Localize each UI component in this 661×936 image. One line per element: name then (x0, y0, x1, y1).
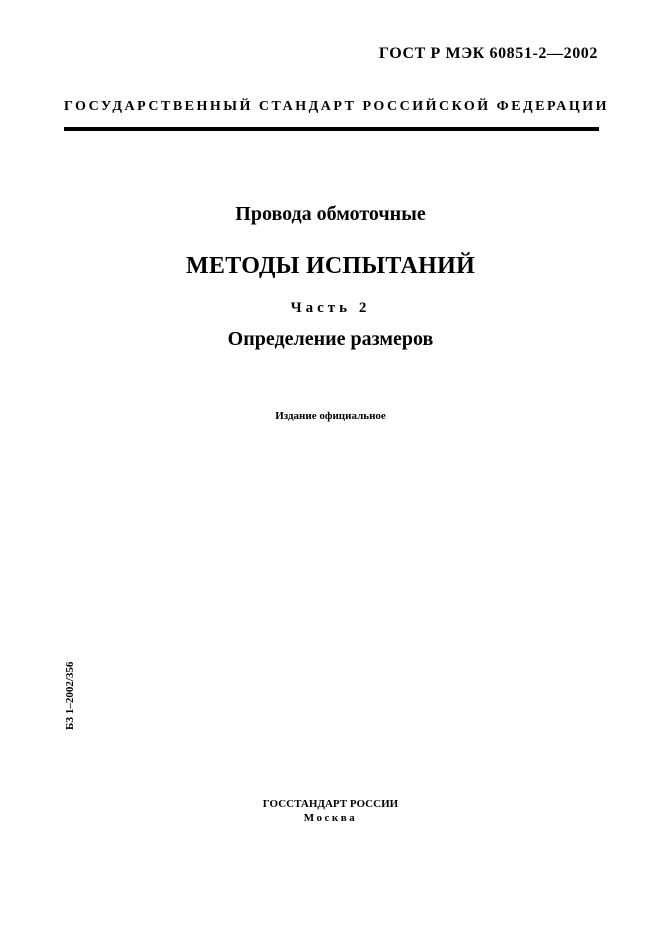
methods-title: МЕТОДЫ ИСПЫТАНИЙ (185, 253, 476, 279)
header-divider (64, 127, 599, 131)
document-title: Провода обмоточные (235, 203, 426, 225)
part-title: Определение размеров (227, 328, 434, 350)
edition-note: Издание официальное (275, 410, 386, 422)
state-standard-heading: ГОСУДАРСТВЕННЫЙ СТАНДАРТ РОССИЙСКОЙ ФЕДЕРАЦИИ (64, 99, 610, 114)
publisher-name: ГОССТАНДАРТ РОССИИ (262, 798, 399, 810)
part-label: Часть 2 (290, 300, 371, 316)
side-registration-code: БЗ 1–2002/356 (64, 661, 76, 730)
publisher-city: Москва (303, 812, 358, 824)
document-code: ГОСТ Р МЭК 60851-2—2002 (378, 45, 598, 62)
